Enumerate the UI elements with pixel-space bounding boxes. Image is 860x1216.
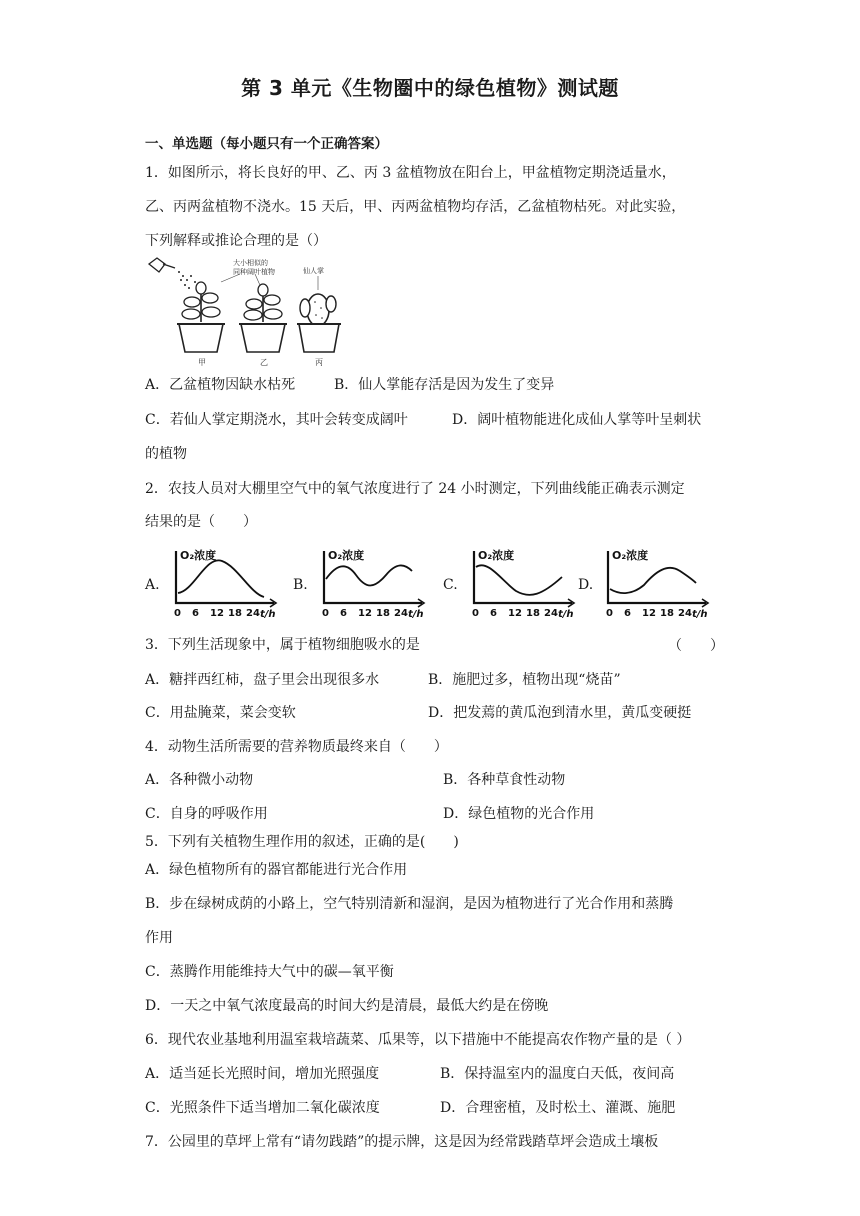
q1-stem-line2: 乙、丙两盆植物不浇水。15 天后，甲、丙两盆植物均存活，乙盆植物枯死。对此实验， (145, 199, 686, 215)
q5-stem: 5．下列有关植物生理作用的叙述，正确的是( ) (145, 834, 459, 850)
q1-option-d-cont: 的植物 (145, 446, 187, 462)
q2-stem-line2: 结果的是（ ） (145, 514, 257, 530)
plant-yi (239, 284, 287, 352)
fig-label-similar: 大小相似的 (233, 259, 268, 267)
q3-option-c: C．用盐腌菜，菜会变软 (145, 705, 296, 721)
q6-option-d: D．合理密植，及时松土、灌溉、施肥 (440, 1100, 676, 1116)
q5-option-d: D．一天之中氧气浓度最高的时间大约是清晨，最低大约是在傍晚 (145, 998, 549, 1014)
graph-b-tick: 12 (358, 608, 372, 619)
q4-option-d: D．绿色植物的光合作用 (443, 806, 595, 822)
q2-graph-b (312, 545, 428, 619)
section-heading: 一、单选题（每小题只有一个正确答案） (145, 136, 388, 152)
pot-label-bing: 丙 (315, 358, 323, 367)
q5-option-b-cont: 作用 (145, 930, 173, 946)
graph-c-xlabel: t/h (558, 609, 574, 619)
plant-bing-cactus (297, 294, 341, 352)
graph-d-tick: 24 (678, 608, 692, 619)
q6-option-a: A．适当延长光照时间，增加光照强度 (145, 1066, 380, 1082)
q3-option-b: B．施肥过多，植物出现“烧苗” (428, 672, 621, 688)
graph-d-tick: 18 (660, 608, 674, 619)
q4-option-a: A．各种微小动物 (145, 772, 254, 788)
graph-c-ylabel: O₂浓度 (478, 549, 515, 562)
q1-plants-figure (145, 252, 345, 370)
watering-can-icon (149, 258, 196, 289)
graph-c-tick: 6 (490, 608, 497, 619)
graph-d-tick: 12 (642, 608, 656, 619)
q2-option-a-label: A. (145, 577, 160, 593)
graph-b-tick: 18 (376, 608, 390, 619)
graph-b-ylabel: O₂浓度 (328, 549, 365, 562)
graph-d-tick: 0 (606, 608, 613, 619)
q5-option-a: A．绿色植物所有的器官都能进行光合作用 (145, 862, 408, 878)
q6-stem: 6．现代农业基地利用温室栽培蔬菜、瓜果等，以下措施中不能提高农作物产量的是（ ） (145, 1032, 691, 1048)
q4-stem: 4．动物生活所需要的营养物质最终来自（ ） (145, 739, 448, 755)
graph-d-tick: 6 (624, 608, 631, 619)
q1-option-d: D．阔叶植物能进化成仙人掌等叶呈刺状 (452, 412, 702, 428)
graph-c-tick: 12 (508, 608, 522, 619)
q2-stem-line1: 2．农技人员对大棚里空气中的氧气浓度进行了 24 小时测定，下列曲线能正确表示测定 (145, 481, 685, 497)
q2-option-d-label: D. (578, 577, 594, 593)
q2-option-c-label: C. (443, 577, 458, 593)
graph-a-tick: 24 (246, 608, 260, 619)
graph-b-tick: 24 (394, 608, 408, 619)
graph-a-curve (178, 560, 264, 597)
graph-a-ylabel: O₂浓度 (180, 549, 217, 562)
q7-stem: 7．公园里的草坪上常有“请勿践踏”的提示牌，这是因为经常践踏草坪会造成土壤板 (145, 1134, 659, 1150)
q3-answer-paren: （ ） (668, 638, 724, 654)
q1-option-a: A．乙盆植物因缺水枯死 (145, 377, 296, 393)
graph-a-tick: 6 (192, 608, 199, 619)
q1-option-b: B．仙人掌能存活是因为发生了变异 (334, 377, 555, 393)
graph-b-curve (326, 565, 412, 585)
plant-jia (177, 282, 225, 352)
graph-a-tick: 0 (174, 608, 181, 619)
pot-label-yi: 乙 (260, 358, 268, 367)
q3-option-d: D．把发蔫的黄瓜泡到清水里，黄瓜变硬挺 (428, 705, 692, 721)
q1-stem-line3: 下列解释或推论合理的是（） (145, 233, 327, 249)
q5-option-c: C．蒸腾作用能维持大气中的碳—氧平衡 (145, 964, 394, 980)
q3-option-a: A．糖拌西红柿，盘子里会出现很多水 (145, 672, 380, 688)
q1-option-c: C．若仙人掌定期浇水，其叶会转变成阔叶 (145, 412, 408, 428)
pot-label-jia: 甲 (198, 358, 206, 367)
fig-label-plant-type: 同种阔叶植物 (233, 268, 275, 276)
q5-option-b: B．步在绿树成荫的小路上，空气特别清新和湿润，是因为植物进行了光合作用和蒸腾 (145, 896, 674, 912)
q4-option-b: B．各种草食性动物 (443, 772, 566, 788)
graph-a-xlabel: t/h (260, 609, 276, 619)
q2-graph-d (596, 545, 712, 619)
graph-b-tick: 0 (322, 608, 329, 619)
graph-b-xlabel: t/h (408, 609, 424, 619)
graph-c-tick: 18 (526, 608, 540, 619)
graph-c-curve (476, 565, 562, 595)
q2-graph-c (462, 545, 578, 619)
graph-a-tick: 18 (228, 608, 242, 619)
graph-d-curve (610, 568, 696, 593)
q1-stem-line1: 1．如图所示，将长良好的甲、乙、丙 3 盆植物放在阳台上，甲盆植物定期浇适量水， (145, 165, 676, 181)
graph-d-ylabel: O₂浓度 (612, 549, 649, 562)
graph-c-tick: 0 (472, 608, 479, 619)
graph-d-xlabel: t/h (692, 609, 708, 619)
q4-option-c: C．自身的呼吸作用 (145, 806, 268, 822)
q2-option-b-label: B. (293, 577, 308, 593)
q6-option-c: C．光照条件下适当增加二氧化碳浓度 (145, 1100, 380, 1116)
graph-b-tick: 6 (340, 608, 347, 619)
q2-graph-a (164, 545, 280, 619)
q3-stem: 3．下列生活现象中，属于植物细胞吸水的是 (145, 637, 420, 653)
page-title: 第 3 单元《生物圈中的绿色植物》测试题 (241, 76, 619, 100)
q6-option-b: B．保持温室内的温度白天低，夜间高 (440, 1066, 675, 1082)
graph-a-tick: 12 (210, 608, 224, 619)
fig-label-cactus: 仙人掌 (303, 267, 324, 275)
graph-c-tick: 24 (544, 608, 558, 619)
